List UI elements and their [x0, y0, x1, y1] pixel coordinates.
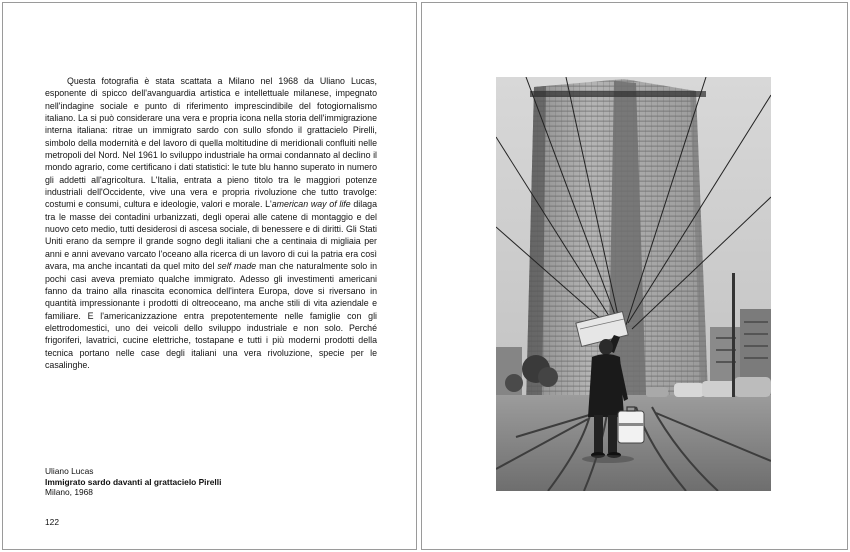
essay-text-part-2: dilaga tra le masse dei contadini urbanizzati, degli operai alle catene di montaggio e del nuovo ceto medio, tutti desiderosi di ascesa sociale, di benessere e di diritti. Gli Stati Uniti erano da sempre il grande sogno degli italiani che a centinaia di migliaia per anni e anni avevano varcato l'oceano alla ricerca di un lavoro di cui la patria era così avara, ma anche incantati da quel mito del — [45, 199, 377, 272]
right-page — [421, 2, 848, 550]
caption-author: Uliano Lucas — [45, 466, 94, 476]
lamp-pole — [732, 273, 735, 397]
photo-caption — [45, 466, 345, 498]
left-page — [2, 2, 417, 550]
suitcase — [618, 407, 644, 443]
essay-text-part-3: man che naturalmente solo in pochi casi aveva premiato qualche immigrato. Adesso gli investimenti americani fanno da traino alla rinascita economica dell'intera Europa, dove si riversano in quantità impressionante i prodotti di oltreoceano, ma anche stili di vita aziendale e familiare. E l'americanizzazione entra prepotentemente nelle famiglie con gli elettrodomestici, uno dei veicoli dello sviluppo industriale e non solo. Perché frigoriferi, lavatrici, cucine elettriche, tostapane e tutti i più moderni prodotti della tecnica portano nelle case degli italiani una vera rivoluzione, specie per le casalinghe. — [45, 261, 378, 370]
pirelli-photograph — [496, 77, 771, 491]
essay-paragraph — [45, 75, 377, 371]
photograph-drawing — [496, 77, 771, 491]
caption-place-year: Milano, 1968 — [45, 487, 93, 498]
essay-italic-phrase-1: american way of life — [271, 199, 351, 210]
essay-text-part-1: Questa fotografia è stata scattata a Milano nel 1968 da Uliano Lucas, esponente di spicco dell'avanguardia artistica e intellettuale milanese, impegnato nell'indagine sociale e punto di riferimento imprescindibile del fotogiornalismo italiano. La si può considerare una vera e propria icona nella storia dell'immigrazione interna italiana: ritrae un immigrato sardo con sullo sfondo il grattacielo Pirelli, simbolo della modernità e del lavoro di quella moltitudine di meridionali confluiti nelle metropoli del Nord. Nel 1961 lo sviluppo industriale ha ormai condannato al declino il mondo agrario, come certificano i dati statistici: le tute blu hanno superato in numero gli addetti all'agricoltura. L'Italia, entrata a pieno titolo tra le maggiori potenze industriali dell'Occidente, vive una vera e propria rivoluzione che tutto travolge: costumi e consumi, cultura e ideologie, valori e morale. L' — [45, 76, 377, 210]
essay-italic-phrase-2: self made — [217, 261, 257, 272]
page-number: 122 — [45, 517, 59, 527]
caption-title: Immigrato sardo davanti al grattacielo Pirelli — [45, 476, 222, 487]
essay-body — [45, 75, 377, 371]
figure-shadow — [582, 455, 634, 463]
